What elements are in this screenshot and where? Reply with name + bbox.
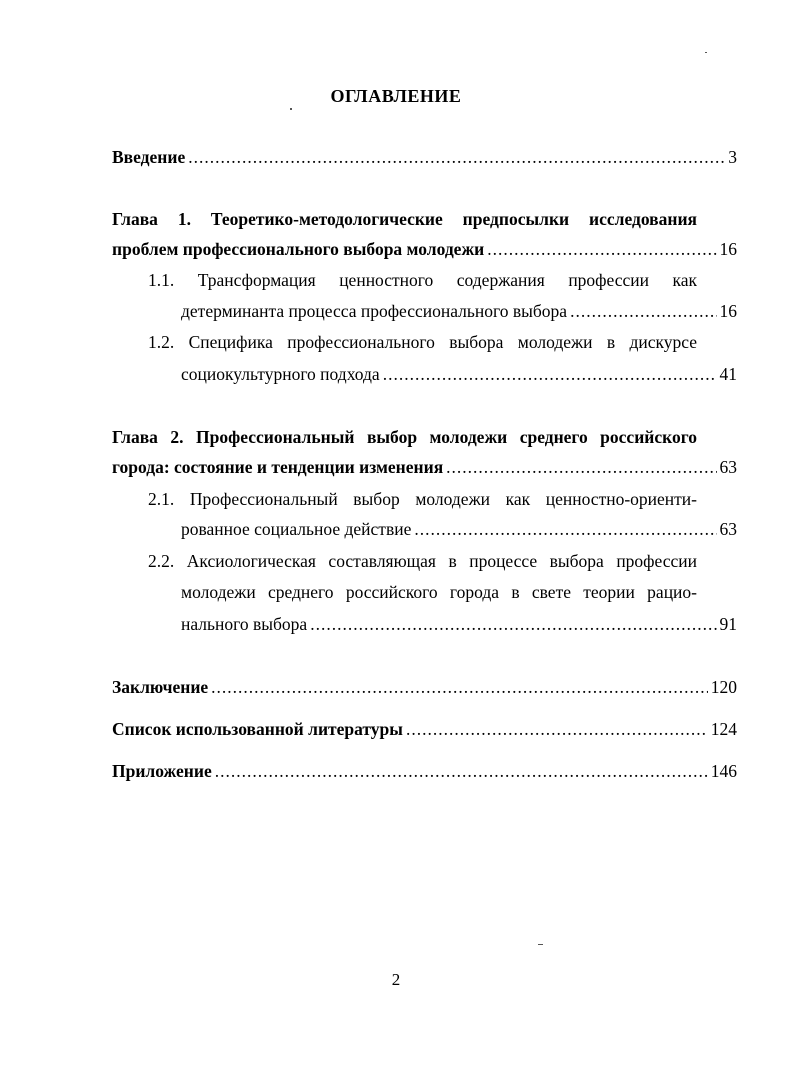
toc-label: Введение	[112, 147, 186, 167]
toc-chapter2-line1[interactable]: Глава 2. Профессиональный выбор молодежи среднего российского	[112, 427, 697, 447]
toc-page: 16	[719, 301, 737, 321]
toc-entry-chapter1[interactable]	[112, 238, 737, 260]
page-title: ОГЛАВЛЕНИЕ	[330, 86, 462, 106]
toc-entry-section-2-2[interactable]	[181, 613, 737, 635]
toc-entry-appendix[interactable]	[112, 760, 737, 782]
toc-label: социокультурного подхода	[181, 364, 380, 384]
toc-section-2-1-line1[interactable]: 2.1. Профессиональный выбор молодежи как ценностно-ориенти-	[148, 489, 697, 509]
toc-label: детерминанта процесса профессионального выбора	[181, 301, 568, 321]
scan-speck	[705, 52, 707, 53]
toc-leader	[383, 363, 717, 385]
toc-section-2-2-line2[interactable]: молодежи среднего российского города в свете теории рацио-	[181, 582, 697, 602]
toc-entry-chapter2[interactable]	[112, 456, 737, 478]
scan-speck	[538, 944, 543, 945]
toc-entry-section-1-2[interactable]	[181, 363, 737, 385]
toc-label: проблем профессионального выбора молодежи	[112, 239, 485, 259]
toc-leader	[211, 676, 708, 698]
toc-leader	[570, 300, 716, 322]
toc-leader	[406, 718, 708, 740]
toc-section-1-1-line1[interactable]: 1.1. Трансформация ценностного содержания профессии как	[148, 270, 697, 290]
toc-chapter1-line1[interactable]: Глава 1. Теоретико-методологические предпосылки исследования	[112, 209, 697, 229]
scan-speck	[290, 108, 292, 110]
toc-label: города: состояние и тенденции изменения	[112, 457, 444, 477]
toc-leader	[446, 456, 716, 478]
toc-label: Заключение	[112, 677, 209, 697]
toc-entry-intro[interactable]	[112, 146, 737, 168]
toc-label: нального выбора	[181, 614, 308, 634]
toc-entry-section-2-1[interactable]	[181, 518, 737, 540]
toc-section-2-2-line1[interactable]: 2.2. Аксиологическая составляющая в процессе выбора профессии	[148, 551, 697, 571]
toc-label: рованное социальное действие	[181, 519, 412, 539]
toc-label: Приложение	[112, 761, 212, 781]
toc-section-1-2-line1[interactable]: 1.2. Специфика профессионального выбора молодежи в дискурсе	[148, 332, 697, 352]
toc-leader	[188, 146, 725, 168]
toc-page: 120	[710, 677, 737, 697]
toc-page: 3	[728, 147, 737, 167]
toc-leader	[487, 238, 716, 260]
toc-page: 63	[719, 457, 737, 477]
toc-leader	[310, 613, 716, 635]
toc-label: Список использованной литературы	[112, 719, 403, 739]
toc-entry-conclusion[interactable]	[112, 676, 737, 698]
toc-leader	[215, 760, 708, 782]
toc-page: 91	[719, 614, 737, 634]
toc-page: 63	[719, 519, 737, 539]
toc-entry-section-1-1[interactable]	[181, 300, 737, 322]
toc-leader	[414, 518, 716, 540]
toc-page: 41	[719, 364, 737, 384]
toc-page: 146	[710, 761, 737, 781]
toc-page: 16	[719, 239, 737, 259]
toc-entry-references[interactable]	[112, 718, 737, 740]
toc-page: 124	[710, 719, 737, 739]
page-number: 2	[391, 970, 401, 989]
